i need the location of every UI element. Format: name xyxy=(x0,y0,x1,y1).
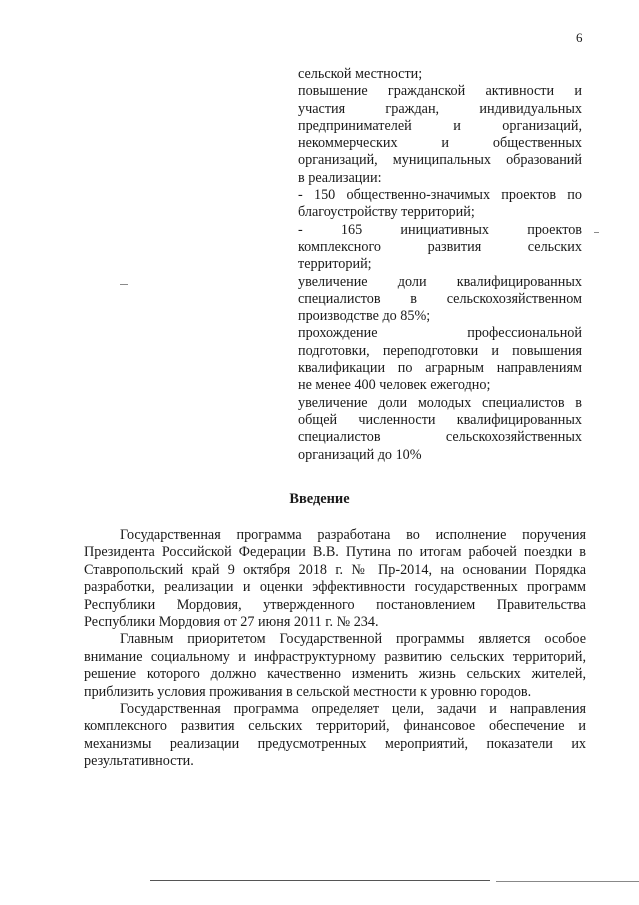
body-line: решение которого должно качественно изменить жизнь сельских жителей, xyxy=(84,666,586,683)
targets-column xyxy=(298,66,582,464)
targets-line: увеличение доли молодых специалистов в xyxy=(298,394,582,411)
body-line: разработки, реализации и оценки эффективности государственных программ xyxy=(84,579,586,596)
footer-scan-line xyxy=(150,880,490,881)
body-line: Государственная программа определяет цели, задачи и направления xyxy=(120,700,586,717)
targets-line: повышение гражданской активности и xyxy=(298,83,582,100)
targets-line: в реализации: xyxy=(298,169,382,186)
targets-line: увеличение доли квалифицированных xyxy=(298,273,582,290)
targets-line: сельской местности; xyxy=(298,66,423,82)
targets-line: благоустройству территорий; xyxy=(298,204,475,221)
targets-line: участия граждан, индивидуальных xyxy=(298,100,582,117)
targets-line: специалистов в сельскохозяйственном xyxy=(298,290,582,307)
targets-line: подготовки, переподготовки и повышения xyxy=(298,342,582,359)
targets-line: комплексного развития сельских xyxy=(298,238,582,255)
body-line: комплексного развития сельских территорий, финансовое обеспечение и xyxy=(84,718,586,735)
body-line: механизмы реализации предусмотренных мероприятий, показатели их xyxy=(84,735,586,752)
targets-line: организаций до 10% xyxy=(298,446,422,463)
targets-line: квалификации по аграрным направлениям xyxy=(298,360,582,377)
body-line: внимание социальному и инфраструктурному развитию сельских территорий, xyxy=(84,648,586,665)
targets-line: территорий; xyxy=(298,256,372,273)
targets-line: не менее 400 человек ежегодно; xyxy=(298,377,491,394)
targets-line: - 165 инициативных проектов xyxy=(298,221,582,238)
targets-line: специалистов сельскохозяйственных xyxy=(298,429,582,446)
targets-line: - 150 общественно-значимых проектов по xyxy=(298,187,582,204)
targets-line: производстве до 85%; xyxy=(298,308,431,325)
introduction-heading: Введение xyxy=(289,491,350,507)
body-line: Президента Российской Федерации В.В. Путина по итогам рабочей поездки в xyxy=(84,544,586,561)
page-number: 6 xyxy=(576,30,583,45)
footer-scan-line xyxy=(496,881,639,882)
scan-mark xyxy=(120,284,128,285)
body-line: приблизить условия проживания в сельской местности к уровню городов. xyxy=(84,683,532,700)
scan-mark xyxy=(594,232,599,233)
body-line: результативности. xyxy=(84,753,194,770)
body-line: Главным приоритетом Государственной программы является особое xyxy=(120,631,586,648)
introduction-body xyxy=(84,527,586,770)
targets-line: предпринимателей и организаций, xyxy=(298,117,582,134)
body-line: Государственная программа разработана во исполнение поручения xyxy=(120,527,586,543)
body-line: Ставропольский край 9 октября 2018 г. № Пр-2014, на основании Порядка xyxy=(84,561,586,578)
body-line: Республики Мордовия от 27 июня 2011 г. № 234. xyxy=(84,613,379,630)
targets-line: некоммерческих и общественных xyxy=(298,135,582,152)
targets-line: прохождение профессиональной xyxy=(298,325,582,342)
targets-line: организаций, муниципальных образований xyxy=(298,152,582,169)
body-line: Республики Мордовия, утвержденного постановлением Правительства xyxy=(84,596,586,613)
targets-line: общей численности квалифицированных xyxy=(298,411,582,428)
